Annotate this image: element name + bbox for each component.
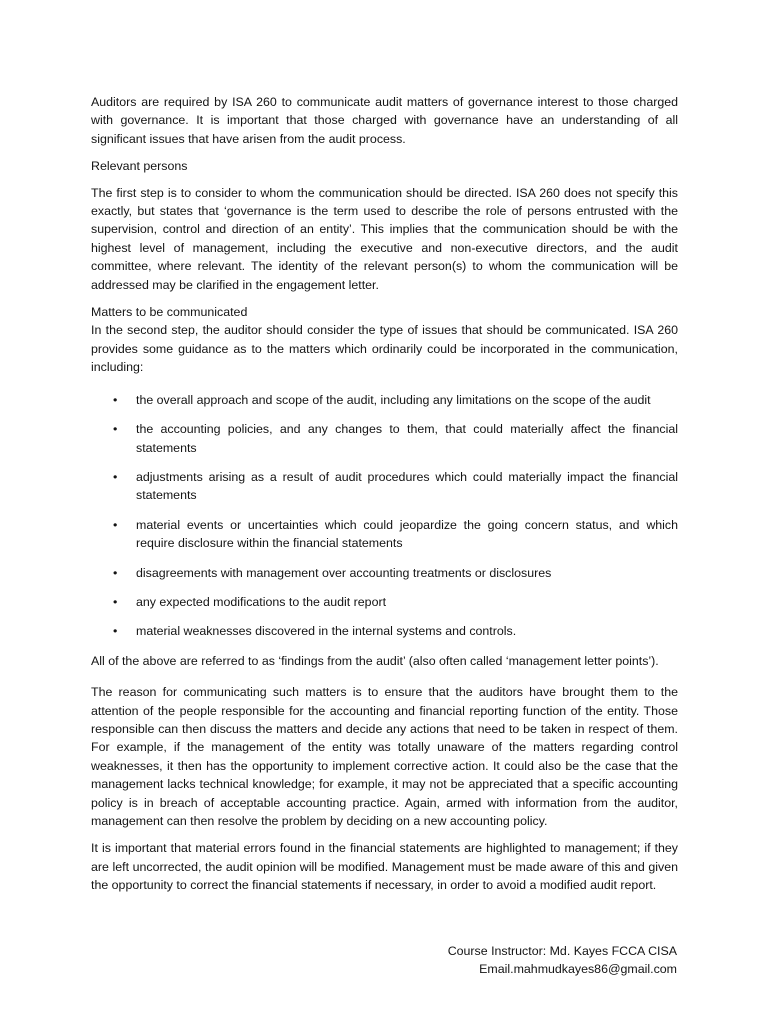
list-item-text: the accounting policies, and any changes to them, that could materially affect the financial statements (136, 422, 678, 455)
list-item (91, 420, 678, 457)
bullet-icon: • (113, 624, 118, 639)
list-item (91, 593, 678, 611)
reason-paragraph: The reason for communicating such matters is to ensure that the auditors have brought them to the attention of the people responsible for the accounting and financial reporting function of the entity. Those responsible can then discuss the matters and decide any actions that need to be taken in respect of them. For example, if the management of the entity was totally unaware of the matters regarding control weaknesses, it then has the opportunity to implement corrective action. It could also be the case that the management lacks technical knowledge; for example, it may not be appreciated that a specific accounting policy is in breach of acceptable accounting practice. Again, armed with information from the auditor, management can then resolve the problem by deciding on a new accounting policy. (91, 685, 678, 828)
list-item (91, 516, 678, 553)
email-line: Email.mahmudkayes86@gmail.com (479, 962, 677, 977)
intro-text-start: Auditors are required by (91, 95, 233, 109)
list-item (91, 622, 678, 640)
matters-paragraph: In the second step, the auditor should consider the type of issues that should be communicated. ISA 260 provides some guidance as to the matters which ordinarily could be incorporated in the communication, including: (91, 323, 678, 375)
list-item-text: material weaknesses discovered in the internal systems and controls. (136, 624, 517, 639)
intro-text-end: to communicate audit matters of governance interest to those charged with governance. It is important that those charged with governance have an understanding of all significant issues that have arisen from the audit process. (91, 95, 679, 146)
summary-paragraph: All of the above are referred to as ‘findings from the audit’ (also often called ‘management letter points’). (91, 653, 659, 668)
list-item-text: the overall approach and scope of the audit, including any limitations on the scope of the audit (136, 392, 651, 407)
matters-heading: Matters to be communicated (91, 305, 248, 320)
isa-reference: ISA 260 (232, 95, 277, 109)
bullet-icon: • (113, 422, 118, 437)
list-item-text: adjustments arising as a result of audit procedures which could materially impact the financial statements (136, 469, 678, 503)
list-item-text: disagreements with management over accounting treatments or disclosures (136, 565, 552, 580)
bullet-icon: • (113, 392, 118, 407)
bullet-icon: • (113, 469, 118, 484)
bullet-icon: • (113, 517, 118, 532)
intro-paragraph (91, 93, 678, 148)
matters-list (91, 391, 678, 641)
relevant-persons-heading: Relevant persons (91, 159, 188, 174)
relevant-persons-paragraph: The first step is to consider to whom the communication should be directed. ISA 260 does not specify this exactly, but states that ‘governance is the term used to describe the role of persons entrusted with the supervision, control and direction of an entity’. This implies that the communication should be with the highest level of management, including the executive and non-executive directors, and the audit committee, where relevant. The identity of the relevant person(s) to whom the communication will be addressed may be clarified in the engagement letter. (91, 185, 678, 292)
bullet-icon: • (113, 594, 118, 609)
bullet-icon: • (113, 565, 118, 580)
list-item-text: any expected modifications to the audit report (136, 594, 387, 609)
list-item (91, 391, 678, 409)
instructor-line: Course Instructor: Md. Kayes FCCA CISA (447, 944, 677, 958)
footer (448, 942, 677, 979)
list-item (91, 564, 678, 582)
list-item-text: material events or uncertainties which could jeopardize the going concern status, and which require disclosure within the financial statements (136, 517, 678, 551)
list-item (91, 468, 678, 505)
conclusion-paragraph: It is important that material errors found in the financial statements are highlighted to management; if they are left uncorrected, the audit opinion will be modified. Management must be made aware of this and given the opportunity to correct the financial statements if necessary, in order to avoid a modified audit report. (91, 841, 678, 893)
